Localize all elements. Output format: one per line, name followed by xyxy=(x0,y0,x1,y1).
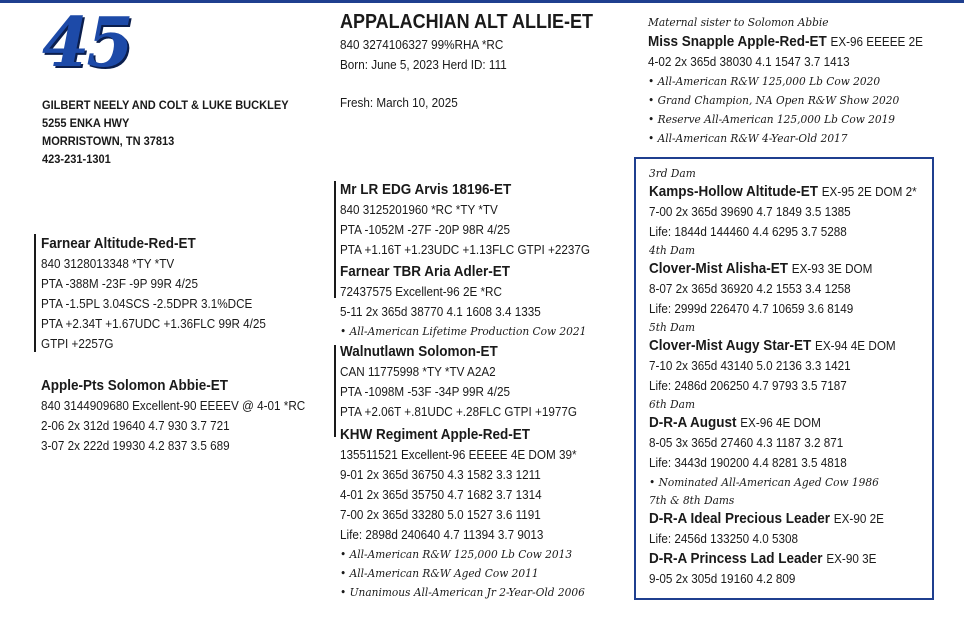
animal-registration: 840 3274106327 99%RHA *RC xyxy=(340,37,504,52)
dam-classification: EX-90 3E xyxy=(826,551,877,566)
mgs-sire-line: CAN 11775998 *TY *TV A2A2 xyxy=(340,364,496,379)
sire-dam-line: 5-11 2x 365d 38770 4.1 1608 3.4 1335 xyxy=(340,304,541,319)
mgs-dam-line: 7-00 2x 365d 33280 5.0 1527 3.6 1191 xyxy=(340,507,541,522)
dam-line: 8-05 3x 365d 27460 4.3 1187 3.2 871 xyxy=(649,435,844,450)
sire-sire-block xyxy=(340,180,618,260)
sire-dam-line: 72437575 Excellent-96 2E *RC xyxy=(340,284,502,299)
consignor-block xyxy=(42,96,289,168)
dam-classification: EX-96 4E DOM xyxy=(740,415,821,430)
animal-name: APPALACHIAN ALT ALLIE-ET xyxy=(340,11,593,33)
dam-heading: 6th Dam xyxy=(649,397,695,411)
animal-born: Born: June 5, 2023 Herd ID: 111 xyxy=(340,57,507,72)
sire-dam-block xyxy=(340,262,608,341)
sire-sire-name: Mr LR EDG Arvis 18196-ET xyxy=(340,181,512,198)
dam-name: Clover-Mist Alisha-ET xyxy=(649,260,789,277)
maternal-sister-award: • All-American R&W 125,000 Lb Cow 2020 xyxy=(648,74,881,88)
mgs-dam-line: 4-01 2x 365d 35750 4.7 1682 3.7 1314 xyxy=(340,487,542,502)
dam-name: D-R-A August xyxy=(649,414,737,431)
consignor-city: MORRISTOWN, TN 37813 xyxy=(42,134,175,148)
animal-fresh: Fresh: March 10, 2025 xyxy=(340,95,458,110)
dam-classification: EX-94 4E DOM xyxy=(815,338,896,353)
consignor-phone: 423-231-1301 xyxy=(42,152,111,166)
dam-line: 840 3144909680 Excellent-90 EEEEV @ 4-01 *RC xyxy=(41,398,306,413)
dam-heading: 3rd Dam xyxy=(649,166,696,180)
mgs-dam-line: 9-01 2x 365d 36750 4.3 1582 3.3 1211 xyxy=(340,467,541,482)
dam-name: D-R-A Ideal Precious Leader xyxy=(649,510,831,527)
dam-line: 8-07 2x 365d 36920 4.2 1553 3.4 1258 xyxy=(649,281,851,296)
pedigree-bracket-sire-parents xyxy=(334,181,336,298)
consignor-address: 5255 ENKA HWY xyxy=(42,116,130,130)
sire-sire-line: 840 3125201960 *RC *TY *TV xyxy=(340,202,498,217)
dams-box xyxy=(634,157,934,600)
sire-name: Farnear Altitude-Red-ET xyxy=(41,235,196,252)
sire-line: PTA -1.5PL 3.04SCS -2.5DPR 3.1%DCE xyxy=(41,296,253,311)
dam-line: 2-06 2x 312d 19640 4.7 930 3.7 721 xyxy=(41,418,230,433)
dam-block xyxy=(41,376,335,456)
maternal-sister-block xyxy=(648,13,953,148)
mgs-dam-block xyxy=(340,425,606,602)
mgs-dam-award: • All-American R&W Aged Cow 2011 xyxy=(340,566,539,580)
dam-line: 7-00 2x 365d 39690 4.7 1849 3.5 1385 xyxy=(649,204,851,219)
dam-classification: EX-95 2E DOM 2* xyxy=(821,184,917,199)
mgs-sire-name: Walnutlawn Solomon-ET xyxy=(340,343,498,360)
top-rule xyxy=(0,0,964,3)
sire-line: 840 3128013348 *TY *TV xyxy=(41,256,175,271)
dam-line: Life: 1844d 144460 4.4 6295 3.7 5288 xyxy=(649,224,847,239)
dam-heading: 4th Dam xyxy=(649,243,695,257)
dam-heading: 5th Dam xyxy=(649,320,695,334)
dam-name: D-R-A Princess Lad Leader xyxy=(649,550,823,567)
dam-line: Life: 3443d 190200 4.4 8281 3.5 4818 xyxy=(649,455,847,470)
dam-award: • Nominated All-American Aged Cow 1986 xyxy=(649,475,879,489)
sire-sire-line: PTA +1.16T +1.23UDC +1.13FLC GTPI +2237G xyxy=(340,242,590,257)
mgs-sire-line: PTA +2.06T +.81UDC +.28FLC GTPI +1977G xyxy=(340,404,577,419)
maternal-sister-award: • Reserve All-American 125,000 Lb Cow 2019 xyxy=(648,112,896,126)
pedigree-bracket-sire xyxy=(34,234,36,352)
dam-name: Kamps-Hollow Altitude-ET xyxy=(649,183,819,200)
dam-line: 7-10 2x 365d 43140 5.0 2136 3.3 1421 xyxy=(649,358,851,373)
dam-name: Clover-Mist Augy Star-ET xyxy=(649,337,812,354)
sire-line: PTA -388M -23F -9P 99R 4/25 xyxy=(41,276,198,291)
mgs-dam-award: • Unanimous All-American Jr 2-Year-Old 2006 xyxy=(340,585,585,599)
maternal-sister-award: • All-American R&W 4-Year-Old 2017 xyxy=(648,131,848,145)
mgs-dam-line: 135511521 Excellent-96 EEEEE 4E DOM 39* xyxy=(340,447,577,462)
dam-classification: EX-90 2E xyxy=(833,511,884,526)
sire-dam-name: Farnear TBR Aria Adler-ET xyxy=(340,263,511,280)
maternal-sister-classification: EX-96 EEEEE 2E xyxy=(830,34,923,49)
mgs-sire-line: PTA -1098M -53F -34P 99R 4/25 xyxy=(340,384,510,399)
dam-line: 9-05 2x 305d 19160 4.2 809 xyxy=(649,571,796,586)
consignor-name: GILBERT NEELY AND COLT & LUKE BUCKLEY xyxy=(42,98,289,112)
maternal-sister-heading: Maternal sister to Solomon Abbie xyxy=(648,15,829,29)
maternal-sister-line: 4-02 2x 365d 38030 4.1 1547 3.7 1413 xyxy=(648,54,850,69)
dam-classification: EX-93 3E DOM xyxy=(791,261,873,276)
mgs-dam-award: • All-American R&W 125,000 Lb Cow 2013 xyxy=(340,547,573,561)
dam-line: Life: 2456d 133250 4.0 5308 xyxy=(649,531,798,546)
sire-line: GTPI +2257G xyxy=(41,336,114,351)
animal-block xyxy=(340,11,621,113)
maternal-sister-name: Miss Snapple Apple-Red-ET xyxy=(648,33,827,50)
dam-line: Life: 2999d 226470 4.7 10659 3.6 8149 xyxy=(649,301,854,316)
dam-heading: 7th & 8th Dams xyxy=(649,493,735,507)
maternal-sister-award: • Grand Champion, NA Open R&W Show 2020 xyxy=(648,93,900,107)
sire-block xyxy=(41,234,291,354)
dam-line: 3-07 2x 222d 19930 4.2 837 3.5 689 xyxy=(41,438,230,453)
sire-dam-award: • All-American Lifetime Production Cow 2021 xyxy=(340,324,587,338)
sire-line: PTA +2.34T +1.67UDC +1.36FLC 99R 4/25 xyxy=(41,316,266,331)
sire-sire-line: PTA -1052M -27F -20P 98R 4/25 xyxy=(340,222,510,237)
mgs-dam-line: Life: 2898d 240640 4.7 11394 3.7 9013 xyxy=(340,527,544,542)
pedigree-bracket-dam-parents xyxy=(334,345,336,437)
dam-name: Apple-Pts Solomon Abbie-ET xyxy=(41,377,229,394)
mgs-sire-block xyxy=(340,342,603,422)
mgs-dam-name: KHW Regiment Apple-Red-ET xyxy=(340,426,530,443)
dam-line: Life: 2486d 206250 4.7 9793 3.5 7187 xyxy=(649,378,847,393)
lot-number: 45 xyxy=(42,3,131,83)
